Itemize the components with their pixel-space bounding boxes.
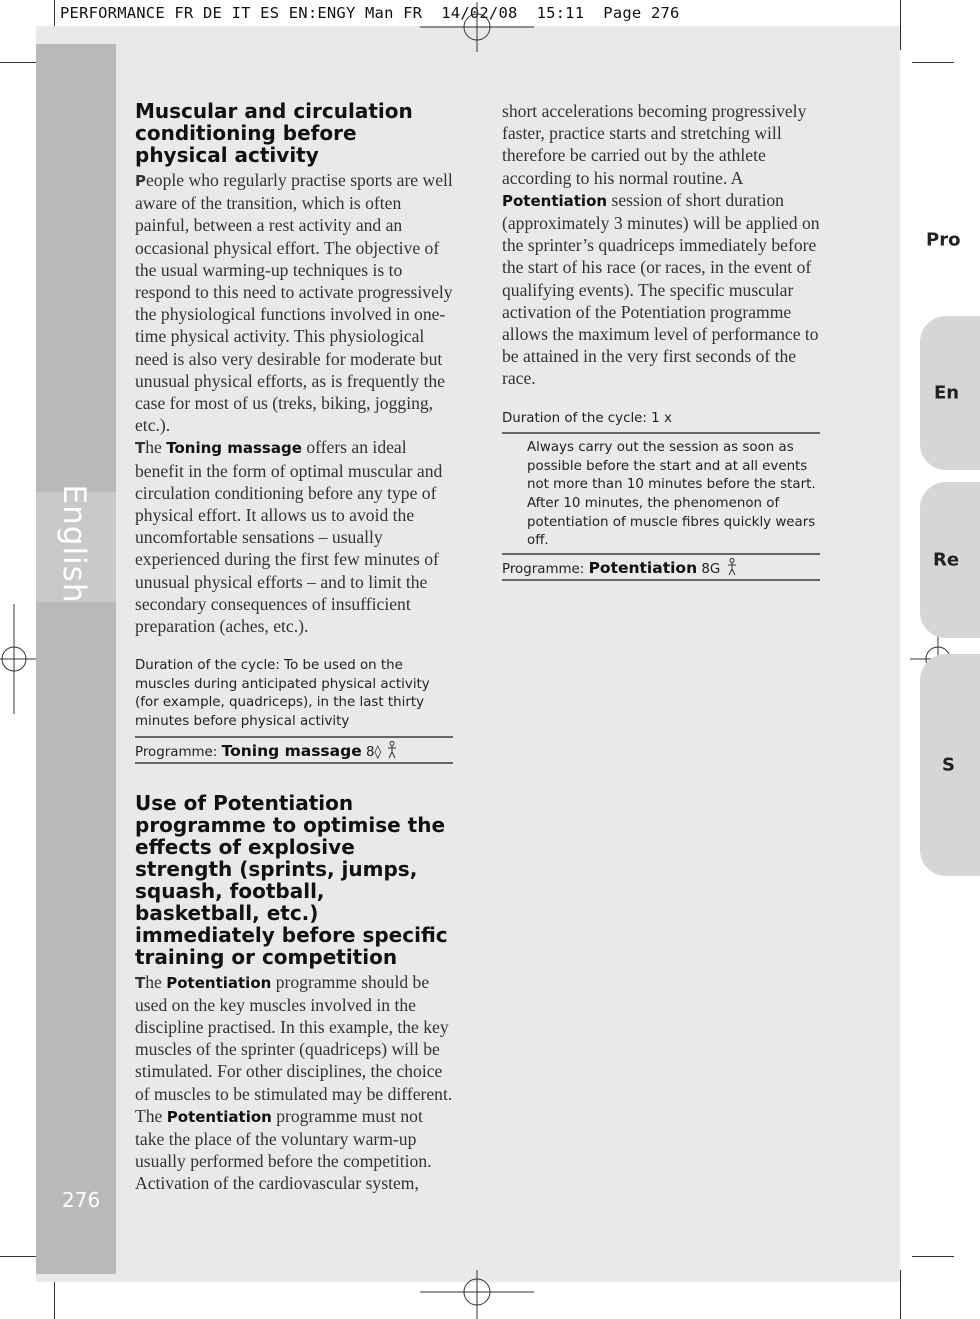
- language-label: English: [56, 484, 92, 604]
- left-column: [135, 100, 453, 1195]
- cycle-duration: Duration of the cycle: 1 x: [502, 410, 820, 435]
- section-title: Use of Potentiation programme to optimise the effects of explosive strength (sprints, jumps, squash, football, basketball, etc.) immediately before specific training or competition: [135, 790, 448, 969]
- section-title: Muscular and circulation conditioning before physical activity: [135, 99, 413, 167]
- drop-cap: T: [135, 439, 146, 458]
- programme-keyword: Toning massage: [166, 439, 302, 458]
- tab-recovery[interactable]: [920, 482, 980, 638]
- crop-mark: [912, 62, 954, 63]
- tab-label: En: [934, 382, 960, 404]
- paragraph: [135, 971, 453, 1195]
- drop-cap: T: [135, 973, 146, 992]
- runner-icon: [385, 744, 399, 760]
- crop-mark: [900, 0, 901, 50]
- cycle-duration: Duration of the cycle: To be used on the muscles during anticipated physical activity (for example, quadriceps), in the last thirty minutes before physical activity: [135, 657, 453, 737]
- print-header: PERFORMANCE FR DE IT ES EN:ENGY Man FR 14/02/08 15:11 Page 276: [60, 4, 680, 22]
- crop-mark: [912, 1256, 954, 1257]
- tab-label: S: [942, 754, 955, 776]
- warning-note: Always carry out the session as soon as possible before the start and at all events not more than 10 minutes before the start. After 10 minutes, the phenomenon of potentiation of muscle fibres quickly wears off.: [502, 434, 820, 555]
- crop-mark: [0, 1256, 40, 1257]
- paragraph-text: offers an ideal benefit in the form of optimal muscular and circulation conditioning before any type of physical effort. It allows us to avoid the uncomfortable sensations – usually experienced during the first few minutes of unusual physical efforts – and to limit the secondary consequences of insufficient preparation (aches, etc.).: [135, 437, 443, 637]
- paragraph-lead: he: [145, 971, 162, 992]
- paragraph-text: programme should be used on the key muscles involved in the discipline practised. In this example, the key muscles of the sprinter (quadriceps) will be stimulated. For other disciplines, the choice of muscles to be stimulated may be different. The: [135, 971, 453, 1126]
- crop-mark: [0, 62, 40, 63]
- crop-mark: [900, 1270, 901, 1319]
- programme-name: Toning massage: [221, 741, 362, 760]
- page-number: 276: [62, 1188, 101, 1212]
- paragraph: [502, 100, 820, 390]
- paragraph-text: programme must not take the place of the voluntary warm-up usually performed before the competition. Activation of the cardiovascular system,: [135, 1105, 432, 1194]
- programme-label: Programme:: [502, 561, 585, 577]
- tab-s[interactable]: [920, 654, 980, 876]
- registration-mark-icon: [420, 2, 534, 52]
- paragraph-lead: he: [145, 437, 162, 458]
- paragraph-text: session of short duration (approximately 3 minutes) will be applied on the sprinter’s quadriceps immediately before the start of his race (or races, in the event of qualifying events). The specific muscular activation of the Potentiation programme allows the maximum level of performance to be attained in the very first seconds of the race.: [502, 189, 820, 389]
- programme-code: 8G: [701, 561, 721, 577]
- programme-code: 8◊: [366, 744, 382, 760]
- paragraph-text: short accelerations becoming progressively faster, practice starts and stretching will therefore be carried out by the athlete according to his normal routine. A: [502, 101, 807, 188]
- registration-mark-icon: [420, 1270, 534, 1319]
- tab-programmes[interactable]: [920, 172, 980, 308]
- runner-icon: [725, 561, 739, 577]
- language-sidebar: [36, 44, 116, 1274]
- programme-line: [135, 738, 453, 764]
- programme-name: Potentiation: [588, 558, 698, 577]
- paragraph: [135, 436, 453, 637]
- drop-cap: P: [135, 172, 146, 190]
- programme-line: [502, 555, 820, 581]
- programme-keyword: Potentiation: [502, 191, 608, 210]
- tab-label: Pro: [926, 229, 961, 251]
- tab-energy[interactable]: [920, 316, 980, 470]
- programme-label: Programme:: [135, 744, 218, 760]
- programme-keyword: Potentiation: [166, 1107, 272, 1126]
- programme-keyword: Potentiation: [166, 973, 272, 992]
- right-column: [502, 100, 820, 581]
- paragraph: [135, 169, 453, 436]
- tab-label: Re: [933, 549, 960, 571]
- paragraph-text: eople who regularly practise sports are well aware of the transition, which is often painful, between a rest activity and an occasional physical effort. The objective of the usual warming-up techniques is to respond to this need to activate progressively the physiological functions involved in one-time physical activity. This physiological need is also very desirable for moderate but unusual physical efforts, as is frequently the case for most of us (treks, biking, jogging, etc.).: [135, 170, 453, 436]
